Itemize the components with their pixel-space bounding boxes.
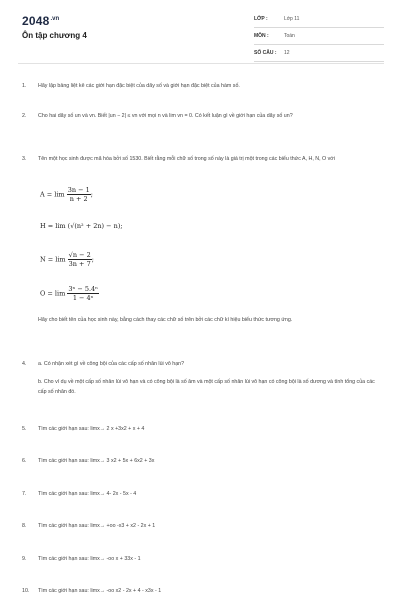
question-text: Tìm các giới hạn sau: limx→ 4- 2x - 5x - 4 bbox=[38, 491, 137, 497]
header-divider bbox=[18, 63, 384, 64]
meta-label-class: LỚP : bbox=[254, 16, 268, 22]
formula-lhs: H = lim bbox=[40, 222, 66, 230]
formula-lhs: A = lim bbox=[40, 190, 65, 199]
formula-expression: (√(n² + 2n) − n) bbox=[67, 222, 121, 230]
worksheet-title: Ôn tập chương 4 bbox=[22, 31, 87, 40]
formula-fraction bbox=[68, 251, 92, 268]
question-number: 1. bbox=[22, 83, 27, 89]
question-number: 2. bbox=[22, 113, 27, 119]
fraction-denominator: n + 2 bbox=[69, 195, 88, 203]
meta-label-count: SỐ CÂU : bbox=[254, 50, 277, 56]
worksheet-meta bbox=[254, 14, 384, 65]
formula-o bbox=[40, 285, 99, 302]
formula-h bbox=[40, 222, 123, 230]
question-number: 8. bbox=[22, 523, 27, 529]
question-number: 10. bbox=[22, 588, 30, 594]
fraction-numerator: 3ⁿ − 5.4ⁿ bbox=[68, 285, 98, 293]
formula-a bbox=[40, 186, 93, 203]
logo-number: 2048 bbox=[22, 14, 50, 28]
meta-label-subject: MÔN : bbox=[254, 33, 269, 39]
fraction-numerator: √n − 2 bbox=[68, 251, 91, 259]
meta-value-subject: Toán bbox=[284, 33, 295, 39]
meta-value-count: 12 bbox=[284, 50, 290, 56]
meta-row-subject bbox=[254, 31, 384, 45]
formula-n bbox=[40, 251, 94, 268]
meta-value-class: Lớp 11 bbox=[284, 16, 300, 22]
question-text: Tìm các giới hạn sau: limx→ +oo -x3 + x2 - 2x + 1 bbox=[38, 523, 156, 529]
worksheet-header bbox=[0, 0, 400, 60]
question-number: 6. bbox=[22, 458, 27, 464]
question-number: 9. bbox=[22, 556, 27, 562]
logo-suffix: .vn bbox=[50, 16, 60, 22]
question-text: Tên một học sinh được mã hóa bởi số 1530. Biết rằng mỗi chữ số trong số này là giá trị một trong các biểu thức A, H, N, O với bbox=[38, 156, 335, 162]
question-number: 7. bbox=[22, 491, 27, 497]
question-text: Tìm các giới hạn sau: limx→ 3 x2 + 5x + 6x2 + 3x bbox=[38, 458, 155, 464]
formula-lhs: N = lim bbox=[40, 255, 66, 264]
question-text: b. Cho ví dụ về một cấp số nhân lùi vô hạn và có công bội là số âm và một cấp số nhân lùi vô hạn có công bội là số dương và tính tổng của các cấp số nhân đó. bbox=[38, 379, 375, 395]
question-number: 3. bbox=[22, 156, 27, 162]
formula-fraction bbox=[67, 186, 91, 203]
fraction-denominator: 3n + 7 bbox=[68, 260, 91, 268]
question-text: Hãy lập bảng liệt kê các giới hạn đặc biệt của dãy số và giới hạn đặc biệt của hàm số. bbox=[38, 83, 240, 89]
question-text: Cho hai dãy số un và vn. Biết |un − 2| ≤ vn với mọi n và lim vn = 0. Có kết luận gì về giới hạn của dãy số un? bbox=[38, 113, 293, 119]
meta-row-count bbox=[254, 48, 384, 62]
formula-fraction bbox=[67, 285, 99, 302]
question-text: Tìm các giới hạn sau: limx→ -oo x + 33x - 1 bbox=[38, 556, 141, 562]
formula-tail: ; bbox=[91, 255, 94, 264]
question-number: 5. bbox=[22, 426, 27, 432]
question-text: Tìm các giới hạn sau: limx→ 2 x +3x2 + x + 4 bbox=[38, 426, 145, 432]
formula-tail: ; bbox=[90, 190, 93, 199]
question-text: Tìm các giới hạn sau: limx→ -oo x2 - 2x + 4 - x3x - 1 bbox=[38, 588, 162, 594]
meta-row-class bbox=[254, 14, 384, 28]
formula-tail: ; bbox=[120, 222, 123, 230]
question-text: Hãy cho biết tên của học sinh này, bằng cách thay các chữ số trên bởi các chữ kí hiệu biểu thức tương ứng. bbox=[38, 317, 293, 323]
fraction-numerator: 3n − 1 bbox=[67, 186, 90, 194]
fraction-denominator: 1 − 4ⁿ bbox=[72, 294, 94, 302]
question-text: a. Có nhận xét gì về công bội của các cấp số nhân lùi vô hạn? bbox=[38, 361, 185, 367]
formula-lhs: O = lim bbox=[40, 289, 66, 298]
question-number: 4. bbox=[22, 361, 27, 367]
site-logo[interactable] bbox=[22, 14, 59, 28]
